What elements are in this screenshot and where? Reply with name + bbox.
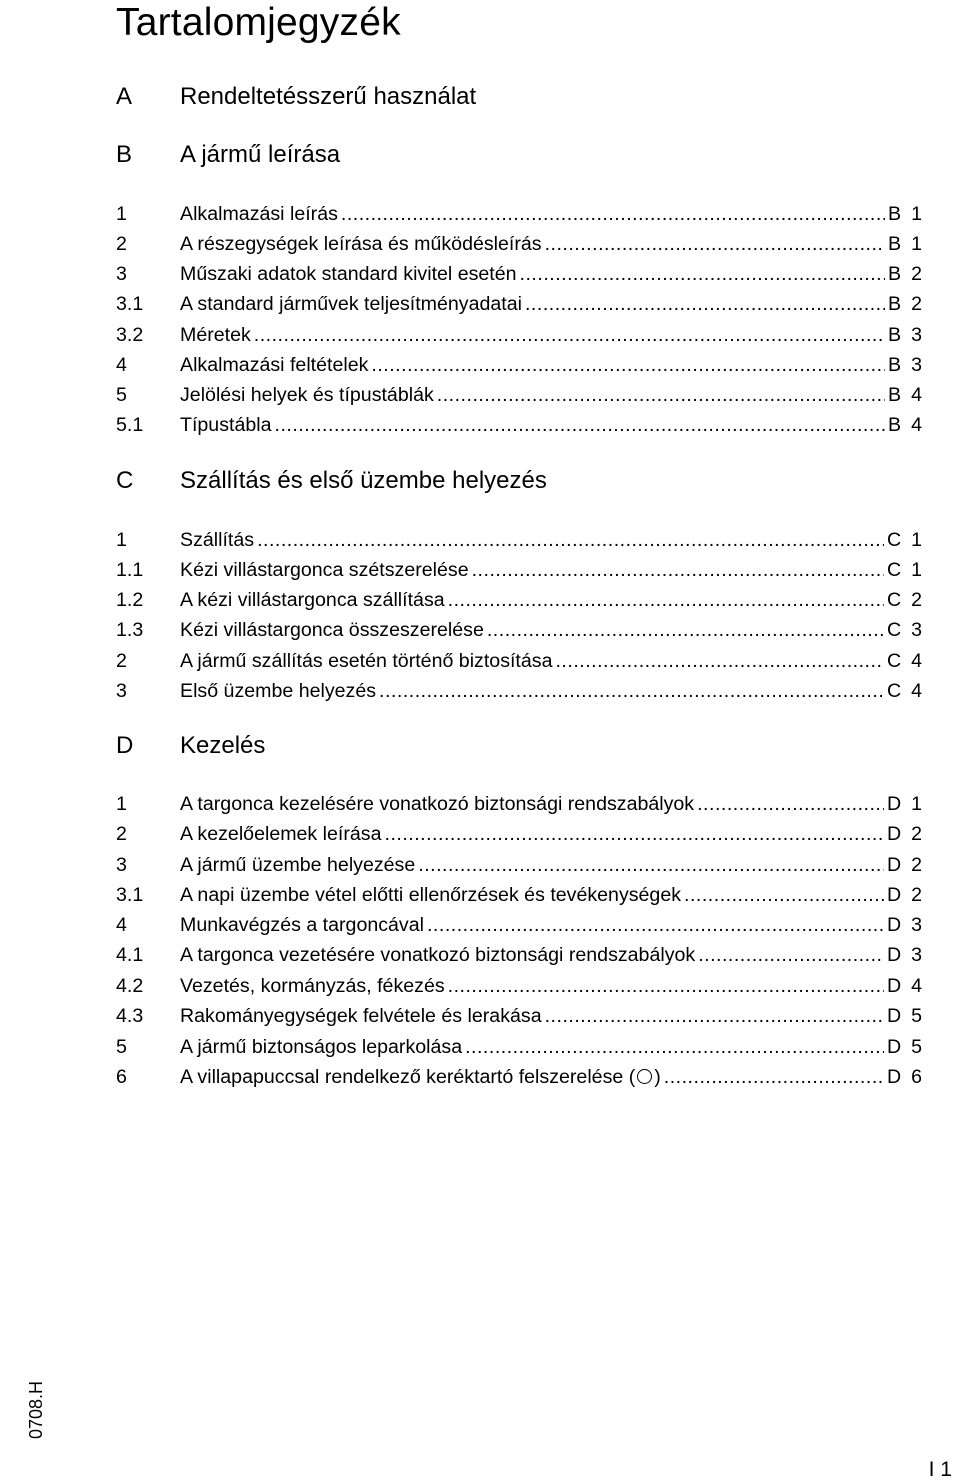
entry-number: 3.2: [116, 324, 144, 346]
dot-leader: [341, 199, 885, 229]
entry-title: Jelölési helyek és típustáblák: [180, 384, 434, 406]
entry-page: [887, 971, 922, 1001]
section-a: [116, 81, 920, 113]
entry-page: [887, 789, 922, 819]
page-prefix: D: [886, 914, 902, 936]
entry-title: A kézi villástargonca szállítása: [180, 589, 445, 611]
page-number: 5: [911, 1036, 922, 1058]
dot-leader: [448, 585, 884, 615]
dot-leader: [379, 676, 884, 706]
toc-entry[interactable]: [116, 819, 922, 849]
toc-entry[interactable]: [116, 350, 922, 380]
dot-leader: [385, 819, 884, 849]
entry-page: [887, 676, 922, 706]
page-number: 2: [911, 589, 922, 611]
dot-leader: [487, 615, 884, 645]
toc-entry[interactable]: [116, 555, 922, 585]
entry-title-suffix: ): [654, 1066, 661, 1088]
dot-leader: [418, 850, 884, 880]
page-number-footer: I 1: [928, 1458, 952, 1481]
toc-entry[interactable]: [116, 199, 922, 229]
entry-page: [888, 289, 922, 319]
optional-equipment-circle-icon: [637, 1069, 652, 1084]
section-title: Szállítás és első üzembe helyezés: [180, 467, 547, 494]
dot-leader: [472, 555, 884, 585]
entry-page: [888, 380, 922, 410]
entry-number: 4: [116, 354, 127, 376]
toc-entry[interactable]: [116, 880, 922, 910]
page-prefix: B: [888, 263, 902, 285]
toc-entry[interactable]: [116, 910, 922, 940]
section-b: [116, 139, 920, 171]
page-number: 1: [911, 793, 922, 815]
entry-title: Kézi villástargonca összeszerelése: [180, 619, 484, 641]
entry-page: [887, 555, 922, 585]
entry-page: [887, 1001, 922, 1031]
page-prefix: B: [888, 233, 902, 255]
entry-page: [887, 585, 922, 615]
entry-title: Rakományegységek felvétele és lerakása: [180, 1005, 542, 1027]
section-letter: B: [116, 141, 133, 168]
entry-number: 1: [116, 203, 127, 225]
entry-title: Vezetés, kormányzás, fékezés: [180, 975, 445, 997]
entry-number: 2: [116, 233, 127, 255]
dot-leader: [698, 940, 884, 970]
page-prefix: D: [886, 854, 902, 876]
toc-entry[interactable]: [116, 1001, 922, 1031]
entry-number: 5: [116, 1036, 127, 1058]
entry-number: 4: [116, 914, 127, 936]
page-number: 2: [911, 293, 922, 315]
entry-title: A részegységek leírása és működésleírás: [180, 233, 542, 255]
entry-title: A targonca vezetésére vonatkozó biztonsági rendszabályok: [180, 944, 696, 966]
entry-number: 1.3: [116, 619, 144, 641]
page-number: 2: [911, 854, 922, 876]
page-prefix: C: [886, 559, 902, 581]
entry-number: 4.1: [116, 944, 144, 966]
page-prefix: C: [886, 529, 902, 551]
entry-title: A jármű biztonságos leparkolása: [180, 1036, 463, 1058]
page-title: Tartalomjegyzék: [116, 1, 401, 44]
section-c: [116, 465, 920, 497]
toc-entry[interactable]: [116, 525, 922, 555]
dot-leader: [371, 350, 885, 380]
page-number: 4: [911, 680, 922, 702]
entry-title: A kezelőelemek leírása: [180, 823, 382, 845]
dot-leader: [257, 525, 884, 555]
toc-entry[interactable]: [116, 1062, 922, 1092]
dot-leader: [545, 1001, 884, 1031]
entry-title: Méretek: [180, 324, 251, 346]
toc-entry[interactable]: [116, 410, 922, 440]
page-prefix: C: [886, 589, 902, 611]
section-letter: A: [116, 83, 133, 110]
entry-page: [888, 229, 922, 259]
page-prefix: B: [888, 414, 902, 436]
entry-page: [887, 880, 922, 910]
toc-entry[interactable]: [116, 940, 922, 970]
toc-entry[interactable]: [116, 646, 922, 676]
dot-leader: [275, 410, 886, 440]
entry-number: 2: [116, 650, 127, 672]
toc-entry[interactable]: [116, 229, 922, 259]
page-prefix: B: [888, 293, 902, 315]
entry-number: 3: [116, 680, 127, 702]
toc-entry[interactable]: [116, 1032, 922, 1062]
entry-number: 6: [116, 1066, 127, 1088]
page-prefix: D: [886, 1066, 902, 1088]
entry-page: [888, 259, 922, 289]
entry-title: [180, 1062, 661, 1092]
entry-title: A napi üzembe vétel előtti ellenőrzések és tevékenységek: [180, 884, 682, 906]
entry-title: A jármű üzembe helyezése: [180, 854, 416, 876]
page-number: 5: [911, 1005, 922, 1027]
page-number: 3: [911, 354, 922, 376]
page-prefix: D: [886, 975, 902, 997]
entry-number: 1: [116, 529, 127, 551]
dot-leader: [427, 910, 884, 940]
entry-number: 5: [116, 384, 127, 406]
page-prefix: C: [886, 650, 902, 672]
page-number: 1: [911, 529, 922, 551]
page-number: 1: [911, 233, 922, 255]
entry-page: [887, 819, 922, 849]
page-prefix: B: [888, 324, 902, 346]
dot-leader: [525, 289, 885, 319]
page-number: 4: [911, 384, 922, 406]
entry-page: [888, 320, 922, 350]
entry-page: [887, 940, 922, 970]
page-number: 3: [911, 914, 922, 936]
page-number: 4: [911, 650, 922, 672]
entry-title: Szállítás: [180, 529, 255, 551]
entry-page: [887, 1032, 922, 1062]
toc-entry[interactable]: [116, 676, 922, 706]
page-prefix: D: [886, 823, 902, 845]
section-title: A jármű leírása: [180, 141, 341, 168]
section-letter: D: [116, 732, 134, 759]
entry-number: 5.1: [116, 414, 144, 436]
section-title: Rendeltetésszerű használat: [180, 83, 477, 110]
entry-title: Első üzembe helyezés: [180, 680, 377, 702]
toc-entry[interactable]: [116, 615, 922, 645]
entry-page: [887, 646, 922, 676]
entry-title: Alkalmazási leírás: [180, 203, 338, 225]
section-title: Kezelés: [180, 732, 266, 759]
entry-number: 3: [116, 263, 127, 285]
page-prefix: D: [886, 944, 902, 966]
page-number: 6: [911, 1066, 922, 1088]
entry-number: 3.1: [116, 884, 144, 906]
entry-number: 1.1: [116, 559, 144, 581]
page-prefix: D: [886, 1005, 902, 1027]
entry-title: A targonca kezelésére vonatkozó biztonsági rendszabályok: [180, 793, 695, 815]
toc-entry[interactable]: [116, 289, 922, 319]
entry-page: [887, 910, 922, 940]
page-prefix: C: [886, 680, 902, 702]
entry-page: [888, 410, 922, 440]
dot-leader: [545, 229, 885, 259]
entry-title: A standard járművek teljesítményadatai: [180, 293, 522, 315]
page-prefix: D: [886, 884, 902, 906]
toc-entry[interactable]: [116, 320, 922, 350]
dot-leader: [555, 646, 883, 676]
page-number: 1: [911, 203, 922, 225]
entry-title: Alkalmazási feltételek: [180, 354, 369, 376]
toc-entry[interactable]: [116, 259, 922, 289]
page-number: 3: [911, 324, 922, 346]
entry-number: 3: [116, 854, 127, 876]
entry-title: Műszaki adatok standard kivitel esetén: [180, 263, 517, 285]
dot-leader: [437, 380, 885, 410]
page-number: 2: [911, 823, 922, 845]
page-number: 4: [911, 975, 922, 997]
entry-number: 2: [116, 823, 127, 845]
dot-leader: [254, 320, 885, 350]
page-prefix: B: [888, 384, 902, 406]
section-letter: C: [116, 467, 134, 494]
dot-leader: [684, 880, 884, 910]
toc-entry[interactable]: [116, 789, 922, 819]
toc-entry[interactable]: [116, 380, 922, 410]
entry-number: 1: [116, 793, 127, 815]
toc-entry[interactable]: [116, 850, 922, 880]
page-prefix: B: [888, 354, 902, 376]
page-number: 2: [911, 884, 922, 906]
entry-title: Kézi villástargonca szétszerelése: [180, 559, 469, 581]
page-number: 1: [911, 559, 922, 581]
entry-page: [887, 1062, 922, 1092]
dot-leader: [697, 789, 884, 819]
entry-page: [887, 615, 922, 645]
dot-leader: [465, 1032, 884, 1062]
toc-entry[interactable]: [116, 971, 922, 1001]
entry-title: Típustábla: [180, 414, 272, 436]
page-number: 2: [911, 263, 922, 285]
page-prefix: C: [886, 619, 902, 641]
entry-page: [888, 350, 922, 380]
section-d: [116, 730, 920, 762]
page-number: 3: [911, 619, 922, 641]
page-prefix: D: [886, 793, 902, 815]
page-prefix: D: [886, 1036, 902, 1058]
page-number: 3: [911, 944, 922, 966]
entry-number: 4.2: [116, 975, 144, 997]
dot-leader: [664, 1062, 884, 1092]
entry-title: Munkavégzés a targoncával: [180, 914, 424, 936]
dot-leader: [448, 971, 884, 1001]
toc-entry[interactable]: [116, 585, 922, 615]
entry-number: 4.3: [116, 1005, 144, 1027]
entry-page: [887, 525, 922, 555]
entry-number: 3.1: [116, 293, 144, 315]
entry-title-text: A villapapuccsal rendelkező keréktartó felszerelése (: [180, 1066, 636, 1088]
entry-page: [887, 850, 922, 880]
dot-leader: [520, 259, 885, 289]
entry-title: A jármű szállítás esetén történő biztosítása: [180, 650, 553, 672]
entry-number: 1.2: [116, 589, 144, 611]
document-code: 0708.H: [26, 1380, 46, 1440]
entry-page: [888, 199, 922, 229]
page-number: 4: [911, 414, 922, 436]
page-prefix: B: [888, 203, 902, 225]
